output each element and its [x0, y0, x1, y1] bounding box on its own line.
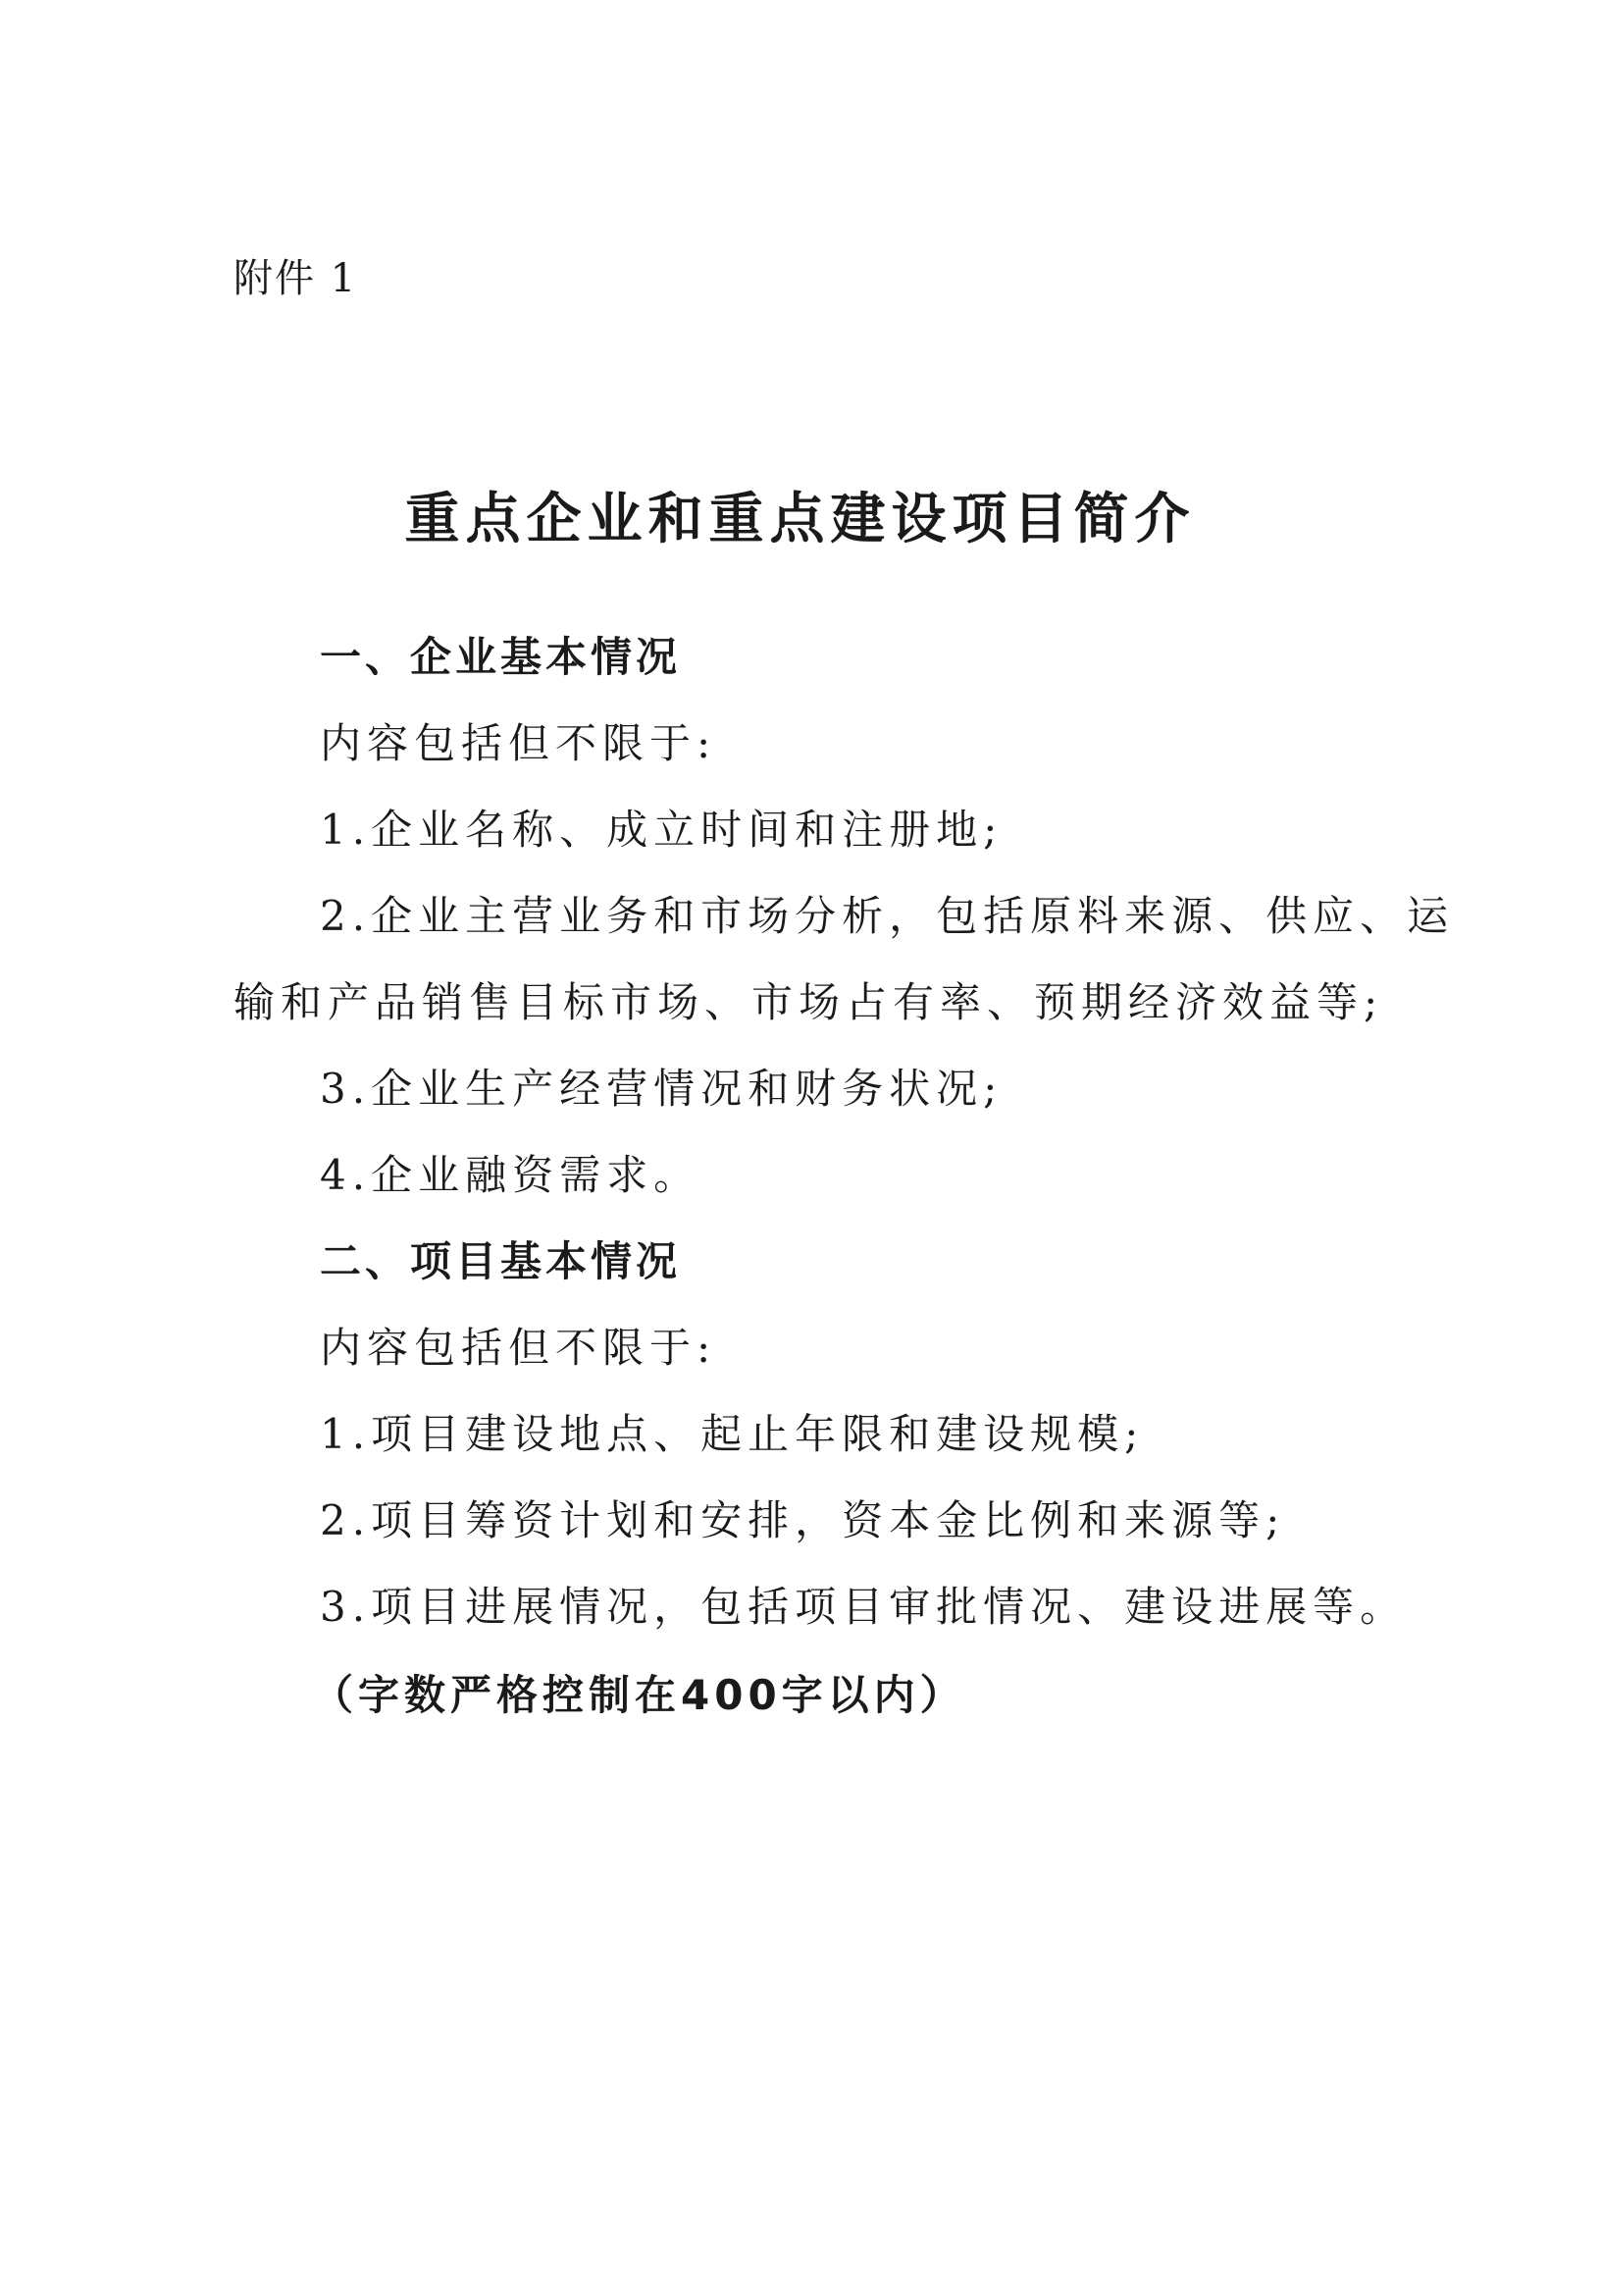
- section1-item-2: 2.企业主营业务和市场分析，包括原料来源、供应、运: [320, 892, 1455, 940]
- section2-heading: 二、项目基本情况: [320, 1237, 682, 1285]
- section1-item-3: 3.企业生产经营情况和财务状况;: [320, 1065, 1004, 1113]
- section1-item-4: 4.企业融资需求。: [320, 1151, 701, 1199]
- section1-item-1: 1.企业名称、成立时间和注册地;: [320, 806, 1004, 854]
- section1-heading: 一、企业基本情况: [320, 633, 682, 681]
- document-title: 重点企业和重点建设项目简介: [404, 488, 1196, 551]
- attachment-label: 附件 1: [233, 256, 358, 301]
- word-limit-note: （字数严格控制在400字以内）: [312, 1671, 966, 1719]
- section1-item-2-continued: 输和产品销售目标市场、市场占有率、预期经济效益等;: [233, 978, 1384, 1026]
- section1-intro: 内容包括但不限于:: [320, 719, 717, 767]
- section2-item-3: 3.项目进展情况，包括项目审批情况、建设进展等。: [320, 1583, 1408, 1631]
- section2-item-2: 2.项目筹资计划和安排，资本金比例和来源等;: [320, 1496, 1286, 1544]
- section2-intro: 内容包括但不限于:: [320, 1324, 717, 1372]
- section2-item-1: 1.项目建设地点、起止年限和建设规模;: [320, 1410, 1145, 1458]
